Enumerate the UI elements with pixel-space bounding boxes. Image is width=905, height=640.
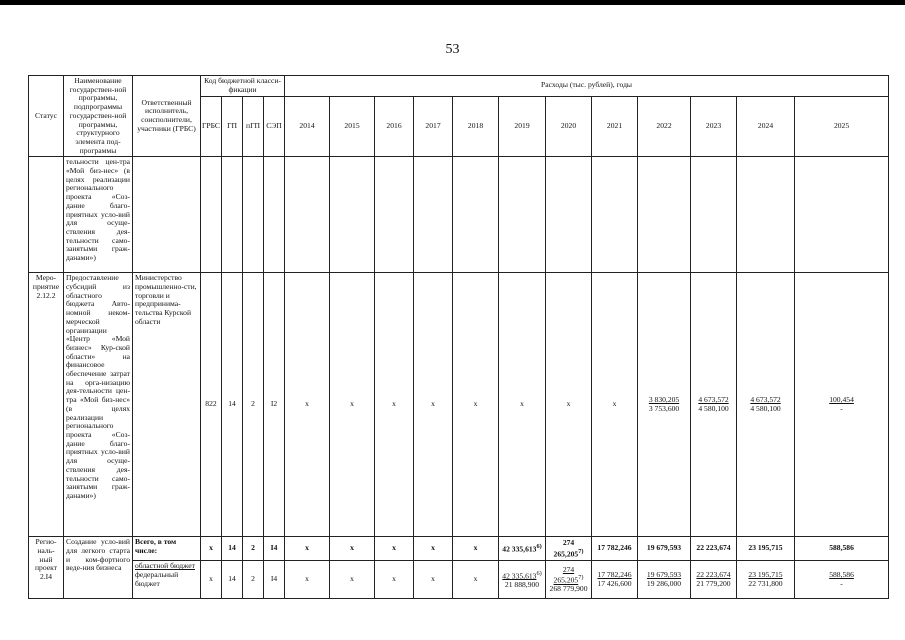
project-total-2024: 23 195,715 bbox=[737, 537, 795, 561]
event-value-2022: 3 830,205 3 753,600 bbox=[638, 273, 691, 537]
header-code-pgp: пГП bbox=[243, 96, 264, 157]
header-code-gp: ГП bbox=[222, 96, 243, 157]
scan-top-edge bbox=[0, 0, 905, 5]
project-sub-value: x bbox=[375, 561, 414, 599]
table-row bbox=[29, 273, 889, 537]
header-year: 2019 bbox=[499, 96, 546, 157]
project-total-value: x bbox=[414, 537, 453, 561]
project-total-2020: 274 265,205$^{7)}$ bbox=[546, 537, 592, 561]
table-row bbox=[29, 561, 889, 599]
project-sub-2020: 274 265,205$^{7)}$ 268 779,900 bbox=[546, 561, 592, 599]
project-sub-code: I4 bbox=[264, 561, 285, 599]
event-code-grbs: 822 bbox=[201, 273, 222, 537]
project-sub-value: x bbox=[330, 561, 375, 599]
project-total-code: 2 bbox=[243, 537, 264, 561]
project-total-2022: 19 679,593 bbox=[638, 537, 691, 561]
header-year: 2024 bbox=[737, 96, 795, 157]
project-total-value: x bbox=[330, 537, 375, 561]
header-year: 2022 bbox=[638, 96, 691, 157]
event-code-sep: I2 bbox=[264, 273, 285, 537]
project-sub-2023: 22 223,674 21 779,200 bbox=[691, 561, 737, 599]
event-value: x bbox=[375, 273, 414, 537]
event-status: Меро-приятие 2.12.2 bbox=[29, 273, 64, 537]
project-total-value: x bbox=[453, 537, 499, 561]
event-value: x bbox=[285, 273, 330, 537]
project-status: Регио-наль-ный проект 2.I4 bbox=[29, 537, 64, 599]
project-sub-labels: областной бюджет федеральный бюджет bbox=[133, 561, 201, 599]
header-year: 2020 bbox=[546, 96, 592, 157]
project-sub-value: x bbox=[285, 561, 330, 599]
project-total-label: Всего, в том числе: bbox=[133, 537, 201, 561]
project-sub-2021: 17 782,246 17 426,600 bbox=[592, 561, 638, 599]
table-row bbox=[29, 157, 889, 273]
project-sub-2022: 19 679,593 19 286,000 bbox=[638, 561, 691, 599]
header-expenses: Расходы (тыс. рублей), годы bbox=[285, 76, 889, 97]
project-name: Создание усло-вий для легкого старта и ком-фортного веде-ния бизнеса bbox=[64, 537, 133, 599]
event-value-2025: 100,454 - bbox=[795, 273, 889, 537]
event-code-gp: 14 bbox=[222, 273, 243, 537]
header-year: 2025 bbox=[795, 96, 889, 157]
status-cell bbox=[29, 157, 64, 273]
header-code-grbs: ГРБС bbox=[201, 96, 222, 157]
header-year: 2023 bbox=[691, 96, 737, 157]
header-responsible: Ответственный исполнитель, соисполнители, участники (ГРБС) bbox=[133, 76, 201, 157]
project-sub-2025: 588,586 - bbox=[795, 561, 889, 599]
project-total-value: x bbox=[375, 537, 414, 561]
event-value: x bbox=[592, 273, 638, 537]
project-total-2021: 17 782,246 bbox=[592, 537, 638, 561]
event-name: Предоставление субсидий из областного бюджета Авто-номной неком-мерческой организации «Центр «Мой бизнес» Кур-ской области» на финансовое обеспечение затрат на орга-низацию дея-тельности цен-тра «Мой биз-нес» (в целях реализации регионального проекта «Соз-дание благо-приятных усло-вий для осуще-ствления дея-тельности само-занятыми граж-данами») bbox=[64, 273, 133, 537]
header-name: Наименование государствен-ной программы, подпрограммы государствен-ной программы, структурного элемента под-программы bbox=[64, 76, 133, 157]
event-value: x bbox=[453, 273, 499, 537]
event-value-2023: 4 673,572 4 580,100 bbox=[691, 273, 737, 537]
project-sub-value: x bbox=[453, 561, 499, 599]
event-value: x bbox=[330, 273, 375, 537]
header-year: 2017 bbox=[414, 96, 453, 157]
project-total-2025: 588,586 bbox=[795, 537, 889, 561]
project-total-2023: 22 223,674 bbox=[691, 537, 737, 561]
project-total-2019: 42 335,613$^{6)}$ bbox=[499, 537, 546, 561]
project-sub-code: 2 bbox=[243, 561, 264, 599]
header-year: 2015 bbox=[330, 96, 375, 157]
project-sub-value: x bbox=[414, 561, 453, 599]
responsible-cell bbox=[133, 157, 201, 273]
header-status: Статус bbox=[29, 76, 64, 157]
header-year: 2021 bbox=[592, 96, 638, 157]
budget-table bbox=[28, 75, 889, 599]
table-row bbox=[29, 537, 889, 561]
project-total-code: 14 bbox=[222, 537, 243, 561]
header-code-sep: СЭП bbox=[264, 96, 285, 157]
event-code-pgp: 2 bbox=[243, 273, 264, 537]
header-year: 2014 bbox=[285, 96, 330, 157]
project-sub-2024: 23 195,715 22 731,800 bbox=[737, 561, 795, 599]
event-value: x bbox=[546, 273, 592, 537]
event-responsible: Министерство промышленно-сти, торговли и предпринима-тельства Курской области bbox=[133, 273, 201, 537]
project-sub-code: x bbox=[201, 561, 222, 599]
header-year: 2018 bbox=[453, 96, 499, 157]
continuation-name: тельности цен-тра «Мой биз-нес» (в целях реализации регионального проекта «Соз-дание благо-приятных усло-вий для осуще-ствления дея-тельности само-занятыми граж-данами») bbox=[64, 157, 133, 273]
project-sub-code: 14 bbox=[222, 561, 243, 599]
event-value: x bbox=[499, 273, 546, 537]
header-budget-code: Код бюджетной класси-фикации bbox=[201, 76, 285, 97]
header-year: 2016 bbox=[375, 96, 414, 157]
project-total-value: x bbox=[285, 537, 330, 561]
event-value-2024: 4 673,572 4 580,100 bbox=[737, 273, 795, 537]
project-total-code: x bbox=[201, 537, 222, 561]
project-total-code: I4 bbox=[264, 537, 285, 561]
page-number: 53 bbox=[445, 42, 460, 57]
project-sub-2019: 42 335,613$^{6)}$ 21 888,900 bbox=[499, 561, 546, 599]
event-value: x bbox=[414, 273, 453, 537]
